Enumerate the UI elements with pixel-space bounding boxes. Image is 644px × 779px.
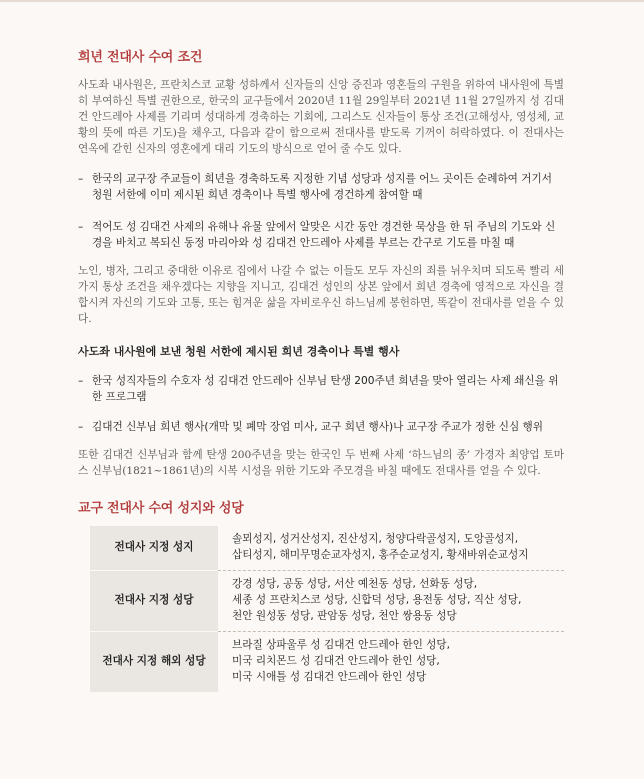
- dash-marker: –: [78, 173, 84, 185]
- list-item: [78, 219, 564, 251]
- row-label: 전대사 지정 성당: [90, 571, 218, 632]
- dash-marker: –: [78, 375, 84, 387]
- table-row: [90, 526, 564, 571]
- dash-marker: –: [78, 421, 84, 433]
- choi-paragraph: 또한 김대건 신부님과 함께 탄생 200주년을 맞는 한국인 두 번째 사제 ‘하느님의 종’ 가경자 최양업 토마스 신부님(1821~1861년)의 시복 시성을 위한 기도와 주모경을 바칠 때에도 전대사를 얻을 수 있다.: [78, 449, 564, 477]
- section-title-sites: 교구 전대사 수여 성지와 성당: [78, 501, 244, 516]
- row-value: [218, 632, 564, 693]
- event-list: [78, 373, 564, 435]
- row-value: [218, 571, 564, 632]
- value-line: 브라질 상파울루 성 김대건 안드레아 한인 성당,: [232, 639, 451, 651]
- value-line: 미국 리치몬드 성 김대건 안드레아 한인 성당,: [232, 655, 440, 667]
- table-row: [90, 632, 564, 693]
- value-line: 세종 성 프란치스코 성당, 신합덕 성당, 용전동 성당, 직산 성당,: [232, 594, 522, 606]
- list-item-text: 한국 성직자들의 수호자 성 김대건 안드레아 신부님 탄생 200주년 희년을 맞아 열리는 사제 쇄신을 위한 프로그램: [92, 375, 559, 403]
- row-label: 전대사 지정 성지: [90, 526, 218, 571]
- intro-paragraph: 사도좌 내사원은, 프란치스코 교황 성하께서 신자들의 신앙 증진과 영혼들의 구원을 위하여 내사원에 특별히 부여하신 특별 권한으로, 한국의 교구들에서 2020년 11월 29일부터 2021년 11월 27일까지 성 김대건 안드레아 사제를 기리며 성대하게 경축하는 기회에, 그리스도 신자들이 통상 조건(고해성사, 영성체, 교황의 뜻에 따른 기도)을 채우고, 다음과 같이 함으로써 전대사를 받도록 기꺼이 허락하였다. 이 전대사는 연옥에 갇힌 신자의 영혼에게 대리 기도의 방식으로 얻어 줄 수도 있다.: [78, 79, 564, 155]
- sites-table: [90, 526, 564, 692]
- row-value: [218, 526, 564, 571]
- elderly-paragraph: 노인, 병자, 그리고 중대한 이유로 집에서 나갈 수 없는 이들도 모두 자신의 죄를 뉘우치며 되도록 빨리 세 가지 통상 조건을 채우겠다는 지향을 지니고, 김대건 성인의 상본 앞에서 희년 경축에 영적으로 자신을 결합시켜 자신의 기도와 고통, 또는 힘겨운 삶을 자비로우신 하느님께 봉헌하면, 똑같이 전대사를 얻을 수 있다.: [78, 265, 564, 325]
- section-title-conditions: 희년 전대사 수여 조건: [78, 50, 203, 65]
- dash-marker: –: [78, 221, 84, 233]
- list-item: [78, 373, 564, 405]
- list-item-text: 김대건 신부님 희년 행사(개막 및 폐막 장엄 미사, 교구 희년 행사)나 교구장 주교가 정한 신심 행위: [92, 421, 544, 433]
- value-line: 천안 원성동 성당, 판암동 성당, 천안 쌍용동 성당: [232, 610, 457, 622]
- value-line: 삽티성지, 해미무명순교자성지, 홍주순교성지, 황새바위순교성지: [232, 549, 529, 561]
- condition-list: [78, 171, 564, 251]
- list-item: [78, 419, 564, 435]
- list-item-text: 한국의 교구장 주교들이 희년을 경축하도록 지정한 기념 성당과 성지를 어느 곳이든 순례하여 거기서 청원 서한에 이미 제시된 희년 경축이나 특별 행사에 경건하게 참여할 때: [92, 173, 552, 201]
- table-row: [90, 571, 564, 632]
- value-line: 미국 시애틀 성 김대건 안드레아 한인 성당: [232, 671, 427, 683]
- row-label: 전대사 지정 해외 성당: [90, 632, 218, 693]
- list-item-text: 적어도 성 김대건 사제의 유해나 유물 앞에서 알맞은 시간 동안 경건한 묵상을 한 뒤 주님의 기도와 신경을 바치고 복되신 동정 마리아와 성 김대건 안드레아 사제를 부르는 간구로 기도를 마칠 때: [92, 221, 556, 249]
- list-item: [78, 171, 564, 203]
- subsection-title-events: 사도좌 내사원에 보낸 청원 서한에 제시된 희년 경축이나 특별 행사: [78, 345, 400, 358]
- value-line: 솔뫼성지, 성거산성지, 진산성지, 청양다락골성지, 도앙골성지,: [232, 533, 519, 545]
- value-line: 강경 성당, 공동 성당, 서산 예천동 성당, 선화동 성당,: [232, 578, 478, 590]
- document-body: [78, 46, 564, 692]
